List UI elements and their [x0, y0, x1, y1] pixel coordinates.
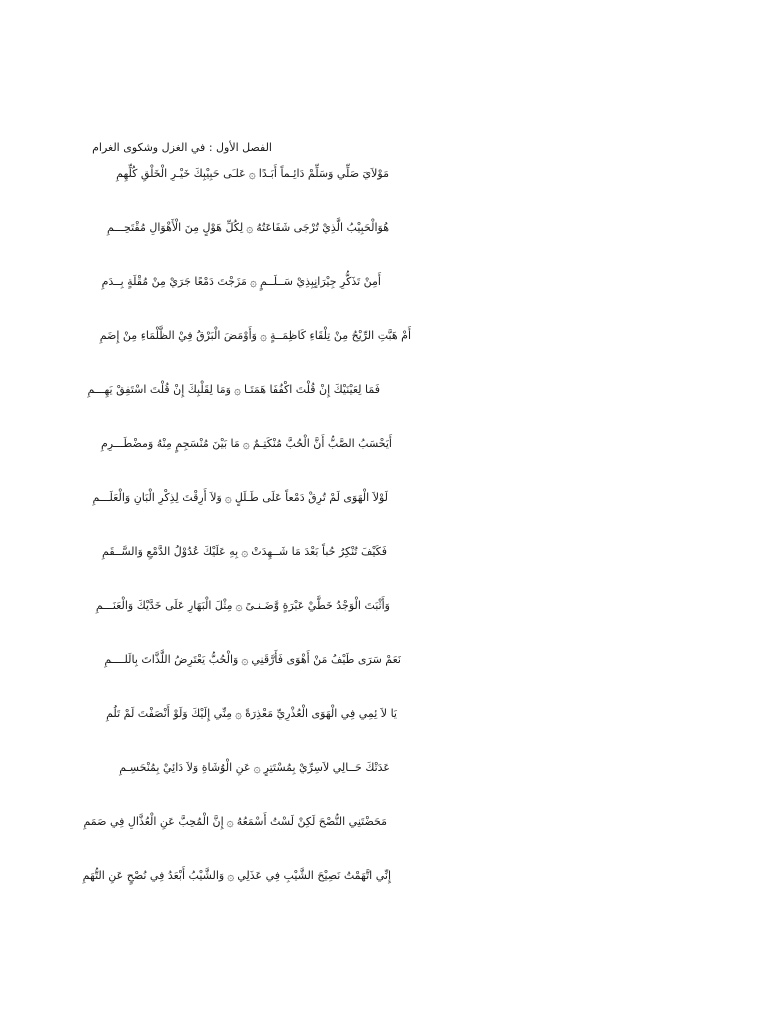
verse-first-hemistich: وَأَثْبَتَ الْوَجْدُ خَطَّيْ عَبْرَةٍ وَّضَـنـىً [245, 599, 390, 612]
verse-separator-icon: ۞ [233, 383, 241, 397]
verse-line [60, 275, 381, 289]
verse-line [60, 221, 389, 235]
verse-first-hemistich: هُوَالْحَبِيْبُ الَّذِيْ تُرْجَى شَفَاعَتُهُ [256, 221, 389, 234]
verse-first-hemistich: إِنِّي اتَّهَمْتُ نَصِيْحَ الشَّيْبِ فِي عَذَلِي [237, 869, 391, 882]
verse-separator-icon: ۞ [241, 653, 249, 667]
chapter-title: الفصل الأول : في الغزل وشكوى الغرام [92, 141, 272, 154]
verse-line [60, 329, 411, 343]
verse-line [60, 599, 390, 613]
verse-separator-icon: ۞ [235, 599, 243, 613]
verse-separator-icon: ۞ [242, 437, 250, 451]
verse-first-hemistich: مَوْلاَيَ صَلِّي وَسَلِّمْ دَائِـماً أَبَـدًا [258, 167, 389, 180]
verse-second-hemistich: بِهِ عَلَيْكَ عُدُوْلُ الدَّمْعِ وَالسَّــقَمِ [102, 545, 239, 558]
verse-second-hemistich: مَا بَيْنَ مُنْسَجِمٍ مِنْهُ وَمضْطَـــرِمِ [100, 437, 240, 450]
verse-separator-icon: ۞ [227, 869, 235, 883]
verse-separator-icon: ۞ [224, 491, 232, 505]
verse-first-hemistich: فَمَا لِعَيْنَيْكَ إِنْ قُلْتَ اكْفُفَا هَمَتَـا [243, 383, 380, 396]
verse-first-hemistich: لَوْلاَ الْهَوَى لَمْ تُرِقْ دَمْعاً عَلَى طَـلَلٍ [234, 491, 388, 504]
verse-line [60, 383, 380, 397]
verse-line [60, 437, 392, 451]
verse-separator-icon: ۞ [246, 221, 254, 235]
verse-separator-icon: ۞ [259, 329, 267, 343]
verse-second-hemistich: عَنِ الْوُشَاةِ وَلاَ دَائِيْ بِمُنْحَسِـمِ [119, 761, 251, 774]
verse-second-hemistich: وَمَا لِقَلْبِكَ إِنْ قُلْتَ اسْتَفِقْ يَهِـــمِ [87, 383, 231, 396]
verse-second-hemistich: وَلاَ أَرِقْتَ لِذِكْرِ الْبَانِ وَالْعَلَـــمِ [92, 491, 222, 504]
verse-first-hemistich: عَدَتْكَ حَــالِي لاَسِرِّيْ بِمُسْتَتِرٍ [263, 761, 390, 774]
verse-line [60, 707, 397, 721]
verse-second-hemistich: مَزَجْتَ دَمْعًا جَرَيْ مِنْ مُقْلَةٍ بِــدَمِ [101, 275, 247, 288]
verse-separator-icon: ۞ [241, 545, 249, 559]
verse-first-hemistich: فَكَيْفَ تُنْكِرُ حُباً بَعْدَ مَا شَــهِدَتْ [251, 545, 387, 558]
verse-first-hemistich: أَمْ هَبَّتِ الرِّيْحُ مِنْ تِلْقَاءِ كَاظِمَــةٍ [269, 329, 411, 342]
verse-second-hemistich: مِنِّي إِلَيْكَ وَلَوْ أَنْصَفْتَ لَمْ تَلُمِ [106, 707, 233, 720]
verse-first-hemistich: مَحَضْتَنِي النُّصْحَ لَكِنْ لَسْتُ أَسْمَعُهُ [236, 815, 387, 828]
verse-separator-icon: ۞ [235, 707, 243, 721]
verse-second-hemistich: لِكُلِّ هَوْلٍ مِنَ الْأَهْوَالِ مُقْتَحِـــمِ [107, 221, 244, 234]
verse-second-hemistich: وَأَوْمَضَ الْبَرْقُ فِيْ الظَّلْمَاءِ مِنْ إِضَمِ [99, 329, 257, 342]
verse-line [60, 545, 387, 559]
verse-second-hemistich: وَالشَّيْبُ أَبْعَدُ فِي نُصْحٍ عَنِ التُّهَمِ [82, 869, 225, 882]
verse-first-hemistich: أَمِنْ تَذَكُّرِ جِيْرَانٍبِذِيْ سَــلَــمٍ [259, 275, 381, 288]
verse-line [60, 869, 391, 883]
verse-separator-icon: ۞ [249, 275, 257, 289]
verse-line [60, 167, 389, 181]
verse-second-hemistich: وَالْحُبُّ يَعْتَرِضُ اللَّذَّاتَ بِالَلــــمِ [104, 653, 239, 666]
verse-first-hemistich: يَا لاَ ئِمِي فِي الْهَوَى الْعُذْرِيِّ مَعْذِرَةً [245, 707, 397, 720]
verse-first-hemistich: نَعَمْ سَرَى طَيْفُ مَنْ أَهْوَى فَأَرَّقَنِي [251, 653, 401, 666]
verse-line [60, 815, 387, 829]
verse-second-hemistich: عَلـَى حَبِيْبِكَ خَيْـرِ الْخَلْقِ كُلِّهِمِ [116, 167, 246, 180]
verse-separator-icon: ۞ [248, 167, 256, 181]
verse-line [60, 761, 390, 775]
verse-line [60, 491, 388, 505]
verse-second-hemistich: إِنَّ الْمُحِبَّ عَنِ الْعُذَّالِ فِي صَمَمِ [83, 815, 224, 828]
verse-second-hemistich: مِثْلَ الْبَهَارِ عَلَى خَدَّيْكَ وَالْعَنَـــمِ [95, 599, 233, 612]
verse-first-hemistich: أَيَحْسَبُ الصَّبُّ أَنَّ الْحُبَّ مُنْكَتِـمٌ [252, 437, 392, 450]
verse-separator-icon: ۞ [253, 761, 261, 775]
verse-line [60, 653, 401, 667]
verse-separator-icon: ۞ [226, 815, 234, 829]
